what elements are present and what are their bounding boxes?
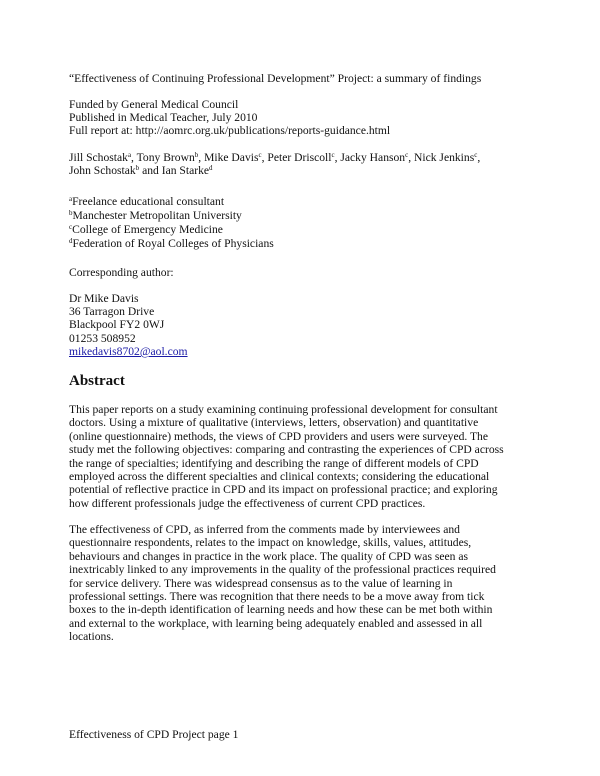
paragraph-line: for service delivery. There was widespread consensus as to the value of learning in — [69, 576, 453, 590]
paragraph-line: The effectiveness of CPD, as inferred from the comments made by interviewees and — [69, 523, 460, 536]
paragraph-line: behaviours and changes in practice in the work place. The quality of CPD was seen as — [69, 549, 469, 563]
affiliation-marker: d — [69, 237, 73, 245]
affiliation-item — [69, 195, 224, 208]
abstract-paragraph-1 — [69, 403, 539, 510]
authors-line-2 — [69, 164, 213, 177]
paragraph-line: This paper reports on a study examining continuing professional development for consultant — [69, 403, 498, 416]
author-name: Jacky Hanson — [340, 151, 406, 164]
address-line-2: Blackpool FY2 0WJ — [69, 318, 165, 331]
author-name: Ian Starke — [161, 164, 210, 177]
paragraph-line: the range of specialties; identifying and describing the range of different models of CPD — [69, 456, 479, 470]
email-link[interactable]: mikedavis8702@aol.com — [69, 345, 188, 358]
author-name: John Schostak — [69, 164, 136, 177]
corresponding-name: Dr Mike Davis — [69, 292, 139, 305]
affiliation-text: College of Emergency Medicine — [72, 223, 223, 236]
author-name: Tony Brown — [136, 151, 195, 164]
author-affiliation-marker: c — [474, 151, 478, 159]
paragraph-line: how different professionals judge the effectiveness of current CPD practices. — [69, 496, 426, 510]
corresponding-label: Corresponding author: — [69, 266, 174, 279]
paragraph-line: inextricably linked to any improvements in the quality of the professional practices required — [69, 563, 496, 577]
document-title: “Effectiveness of Continuing Professional Development” Project: a summary of findings — [69, 72, 482, 85]
funded-by: Funded by General Medical Council — [69, 98, 239, 111]
author-separator: , — [198, 151, 205, 164]
affiliation-item — [69, 237, 274, 250]
author-name: Jill Schostak — [69, 151, 128, 164]
author-name: Nick Jenkins — [414, 151, 475, 164]
published-in: Published in Medical Teacher, July 2010 — [69, 111, 258, 124]
author-name: Mike Davis — [204, 151, 259, 164]
author-affiliation-marker: c — [331, 151, 335, 159]
author-affiliation-marker: b — [135, 164, 140, 172]
full-report-url: Full report at: http://aomrc.org.uk/publications/reports-guidance.html — [69, 124, 391, 137]
affiliation-item — [69, 209, 242, 222]
author-affiliation-marker: c — [405, 151, 409, 159]
paragraph-line: employed across the different specialties and clinical contexts; considering the educational — [69, 470, 490, 484]
paragraph-line: and external to the workplace, with learning being adequately enabled and assessed in all — [69, 616, 483, 630]
abstract-paragraph-2 — [69, 523, 539, 644]
author-affiliation-marker: a — [127, 151, 132, 159]
author-separator: , — [261, 151, 268, 164]
paragraph-line: study met the following objectives: comparing and contrasting the experiences of CPD across — [69, 443, 504, 457]
author-separator: and — [139, 164, 162, 177]
address-line-1: 36 Tarragon Drive — [69, 305, 155, 318]
affiliation-text: Manchester Metropolitan University — [72, 209, 242, 222]
author-name: Peter Driscoll — [267, 151, 332, 164]
phone-number: 01253 508952 — [69, 332, 136, 345]
authors-line-1 — [69, 151, 480, 164]
paragraph-line: professional settings. There was recognition that there needs to be a move away from tick — [69, 590, 485, 604]
author-separator: , — [408, 151, 414, 164]
paragraph-line: doctors. Using a mixture of qualitative (interviews, letters, observation) and quantitative — [69, 416, 479, 430]
paragraph-line: boxes to the in-depth identification of learning needs and how these can be met both within — [69, 603, 493, 617]
author-affiliation-marker: d — [209, 164, 213, 172]
affiliation-marker: c — [69, 223, 73, 231]
author-separator: , — [334, 151, 341, 164]
affiliation-text: Federation of Royal Colleges of Physicians — [72, 237, 274, 250]
affiliation-marker: a — [69, 195, 73, 203]
paragraph-line: locations. — [69, 630, 114, 644]
author-affiliation-marker: c — [258, 151, 262, 159]
abstract-heading: Abstract — [69, 373, 125, 389]
author-affiliation-marker: b — [194, 151, 199, 159]
affiliation-item — [69, 223, 223, 236]
paragraph-line: (online questionnaire) methods, the views of CPD providers and users were surveyed. The — [69, 429, 488, 443]
affiliation-text: Freelance educational consultant — [72, 195, 225, 208]
author-separator: , — [131, 151, 137, 164]
author-separator: , — [477, 151, 481, 164]
page-footer: Effectiveness of CPD Project page 1 — [69, 728, 239, 741]
affiliation-marker: b — [69, 209, 73, 217]
paragraph-line: potential of reflective practice in CPD and its impact on professional practice; and exploring — [69, 483, 498, 497]
paragraph-line: questionnaire respondents, relates to the impact on knowledge, skills, values, attitudes, — [69, 536, 472, 550]
